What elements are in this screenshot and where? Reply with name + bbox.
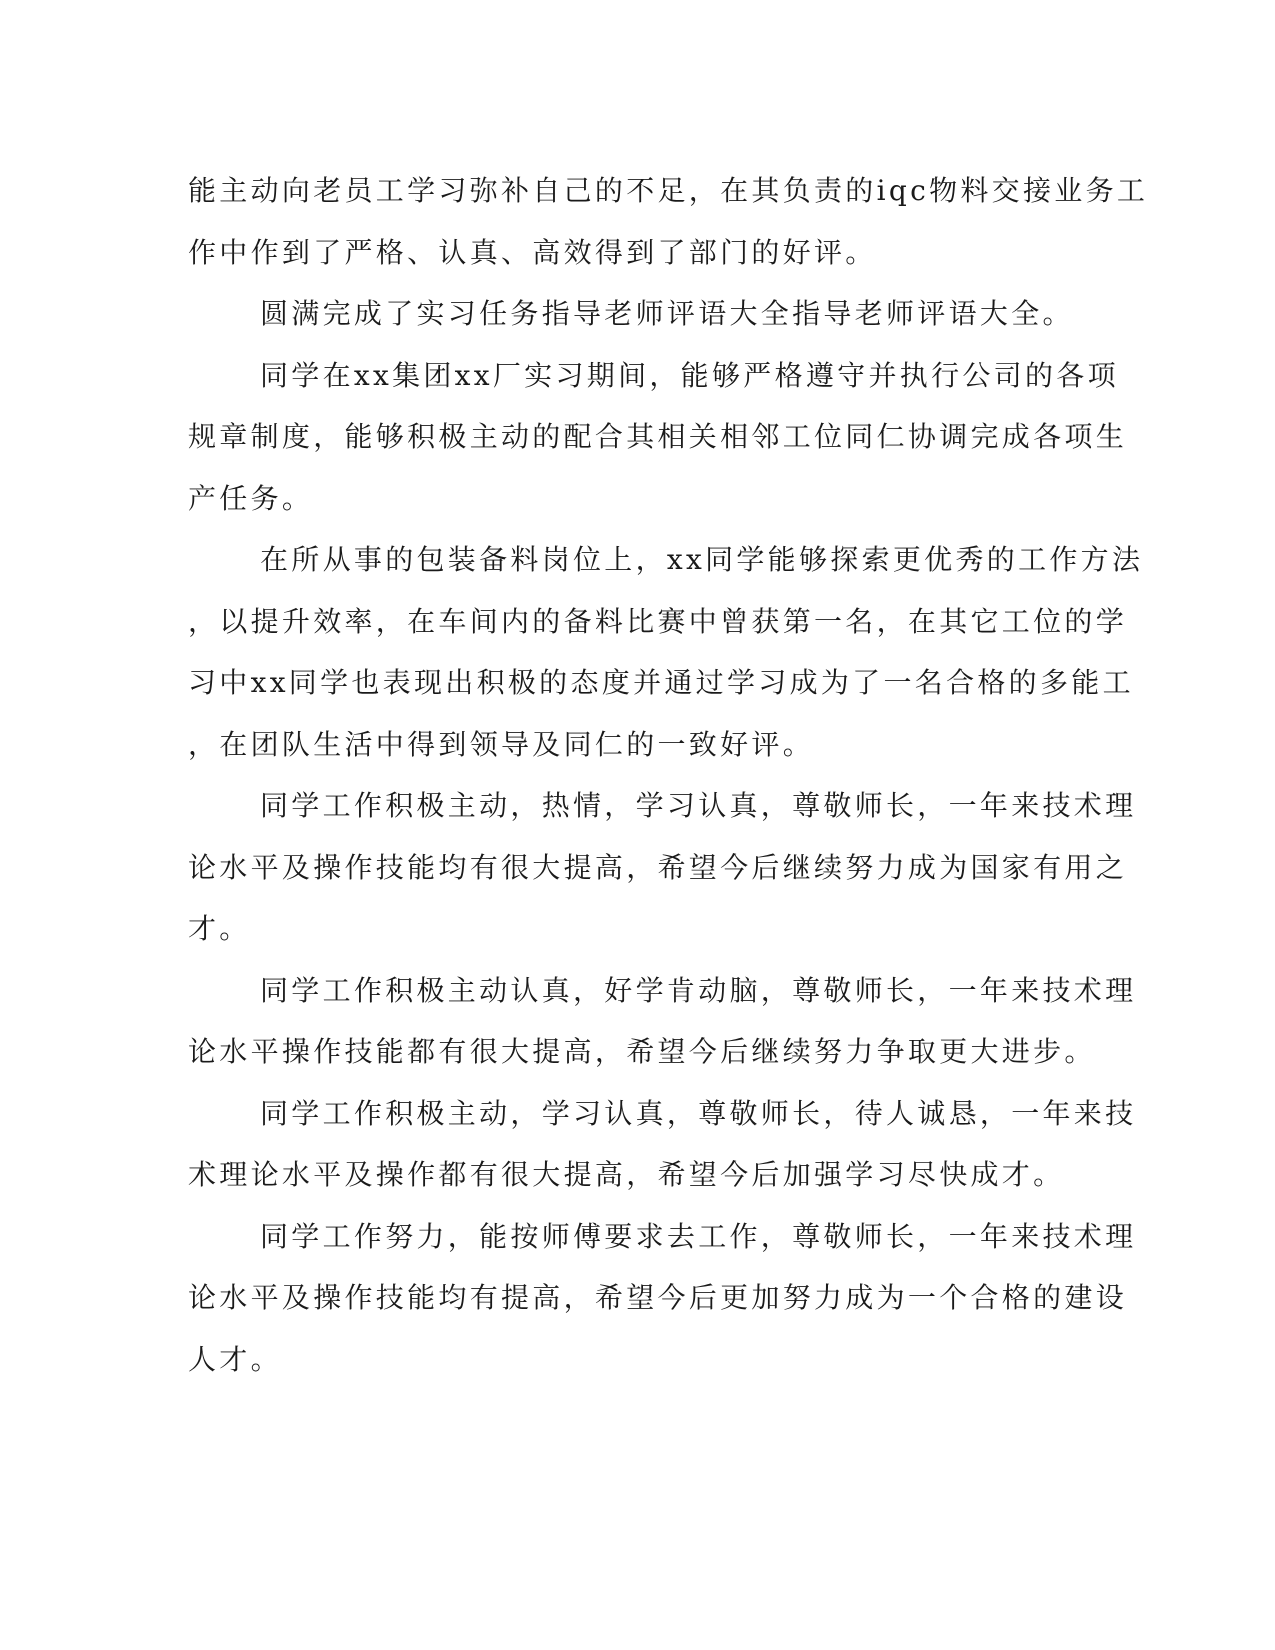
text-line: ，以提升效率，在车间内的备料比赛中曾获第一名，在其它工位的学	[188, 604, 1128, 638]
text-line: 论水平及操作技能均有提高，希望今后更加努力成为一个合格的建设	[188, 1281, 1128, 1314]
paragraph-3	[188, 345, 1128, 530]
text-line: 产任务。	[188, 481, 314, 515]
text-line: 在所从事的包装备料岗位上，xx同学能够探索更优秀的工作方法	[260, 543, 1144, 576]
text-line: 人才。	[188, 1342, 282, 1376]
text-line: 能主动向老员工学习弥补自己的不足，在其负责的iqc物料交接业务工	[188, 174, 1149, 207]
paragraph-5	[188, 775, 1137, 960]
text-line: 论水平操作技能都有很大提高，希望今后继续努力争取更大进步。	[188, 1035, 1096, 1068]
paragraph-8	[188, 1206, 1137, 1391]
paragraph-7	[188, 1083, 1137, 1206]
text-line: ，在团队生活中得到领导及同仁的一致好评。	[188, 727, 815, 761]
paragraph-1	[188, 160, 1149, 283]
text-line: 习中xx同学也表现出积极的态度并通过学习成为了一名合格的多能工	[188, 666, 1134, 699]
text-line: 同学工作努力，能按师傅要求去工作，尊敬师长，一年来技术理	[260, 1219, 1137, 1253]
text-line: 同学工作积极主动认真，好学肯动脑，尊敬师长，一年来技术理	[260, 973, 1137, 1007]
text-line: 论水平及操作技能均有很大提高，希望今后继续努力成为国家有用之	[188, 850, 1128, 884]
text-line: 圆满完成了实习任务指导老师评语大全指导老师评语大全。	[260, 297, 1074, 330]
paragraph-4	[188, 529, 1144, 775]
text-line: 术理论水平及操作都有很大提高，希望今后加强学习尽快成才。	[188, 1158, 1065, 1191]
text-line: 同学在xx集团xx厂实习期间，能够严格遵守并执行公司的各项	[260, 358, 1119, 392]
body-text	[188, 160, 1149, 1390]
text-line: 才。	[188, 912, 251, 945]
paragraph-2	[188, 283, 1074, 345]
paragraph-6	[188, 960, 1137, 1083]
text-line: 规章制度，能够积极主动的配合其相关相邻工位同仁协调完成各项生	[188, 420, 1128, 453]
text-line: 作中作到了严格、认真、高效得到了部门的好评。	[188, 235, 877, 269]
text-line: 同学工作积极主动，热情，学习认真，尊敬师长，一年来技术理	[260, 789, 1137, 822]
text-line: 同学工作积极主动，学习认真，尊敬师长，待人诚恳，一年来技	[260, 1096, 1137, 1130]
